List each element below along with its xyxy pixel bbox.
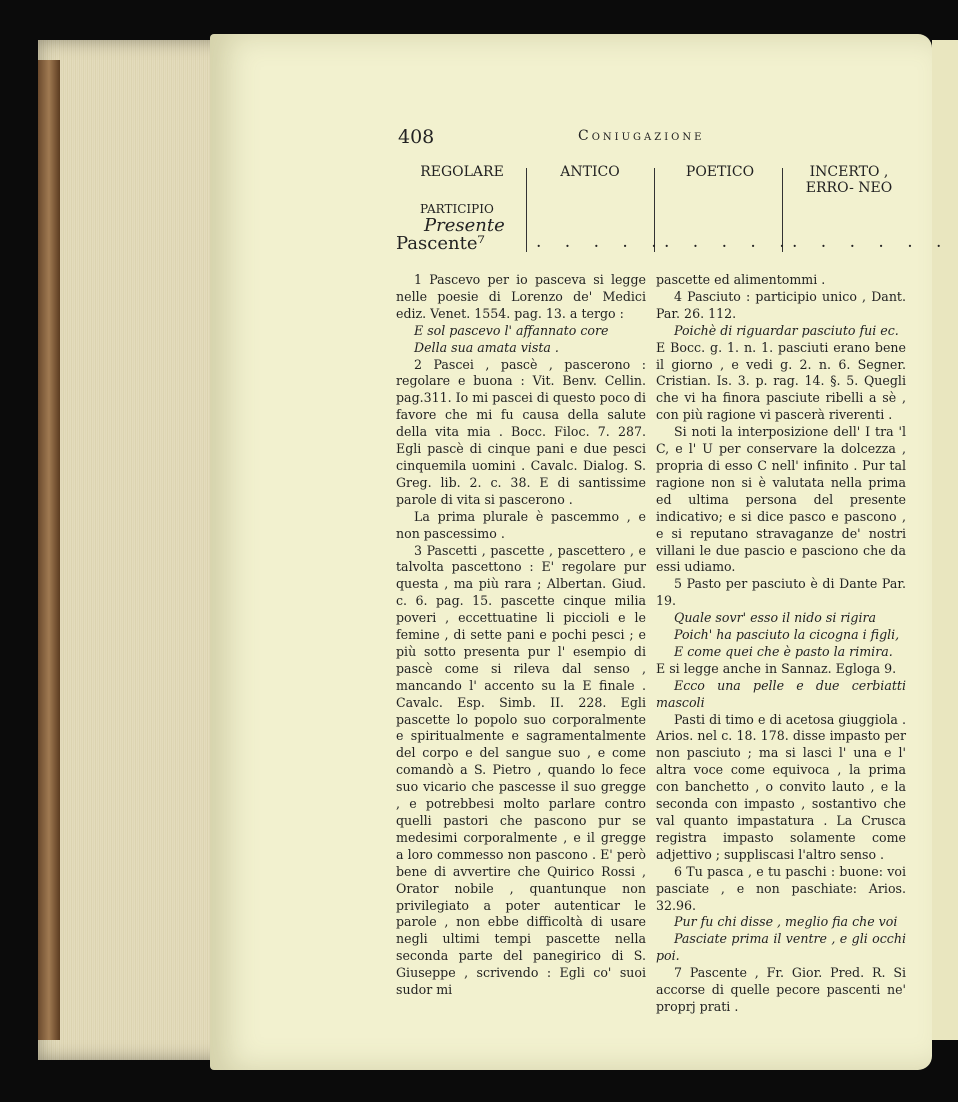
- verse-line: Pasciate prima il ventre , e gli occhi poi.: [656, 931, 906, 964]
- header-antico: ANTICO: [560, 164, 620, 180]
- running-title: Coniugazione: [578, 128, 705, 144]
- footnote-paragraph: Pasti di timo e di acetosa giuggiola . Arios. nel c. 18. 178. disse impasto per non pasciuto ; ma si lasci l' una e l' altra voce come equivoca , la prima con banchetto , o convito lauto , e la seconda con impasto , sostantivo che val quanto impastatura . La Crusca registra impasto solamente come adjettivo ; suppliscasi l'altro senso .: [656, 711, 906, 862]
- footnote-paragraph: E Bocc. g. 1. n. 1. pasciuti erano bene il giorno , e vedi g. 2. n. 6. Segner. Cristian. Is. 3. p. rag. 14. §. 5. Quegli che vi ha finora pasciute ribelli a sè , con più ragione vi pascerà riverenti .: [656, 339, 906, 423]
- header-regolare: REGOLARE: [420, 164, 504, 180]
- empty-cell-antico: . . . . .: [536, 232, 666, 252]
- verse-line: Quale sovr' esso il nido si rigira: [674, 610, 877, 626]
- verse-line: Della sua amata vista .: [414, 339, 559, 355]
- participle-label: PARTICIPIO: [420, 202, 494, 216]
- verse-line: Poich' ha pasciuto la cicogna i figli,: [674, 627, 900, 643]
- footnote-paragraph: 6 Tu pasca , e tu paschi : buone: voi pasciate , e non paschiate: Arios. 32.96.: [656, 863, 906, 913]
- verse-line: Poichè di riguardar pasciuto fui ec.: [674, 322, 899, 338]
- empty-cell-incerto: . . . . . .: [792, 232, 951, 252]
- footnote-paragraph: E si legge anche in Sannaz. Egloga 9.: [656, 660, 897, 676]
- verse-line: Ecco una pelle e due cerbiatti mascoli: [656, 677, 906, 710]
- footnote-paragraph: Si noti la interposizione dell' I tra 'l C, e l' U per conservare la dolcezza , propria di esso C nell' infinito . Pur tal ragione non si è valutata nella prima ed ultima persona del presente indicativo; e si dice pasco e pascono , e si reputano stravaganze de' nostri villani le due pascio e pasciono che da essi udiamo.: [656, 424, 906, 575]
- header-poetico: POETICO: [685, 164, 755, 180]
- footnote-paragraph: 1 Pascevo per io pasceva si legge nelle poesie di Lorenzo de' Medici ediz. Venet. 1554. pag. 13. a tergo :: [396, 272, 646, 321]
- verse-line: Pur fu chi disse , meglio fia che voi: [674, 914, 898, 930]
- participle-form: Pascente⁷: [396, 233, 485, 254]
- page-number: 408: [398, 126, 435, 148]
- footnote-paragraph: La prima plurale è pascemmo , e non pascessimo .: [396, 508, 646, 541]
- footnote-paragraph: 4 Pasciuto : participio unico , Dant. Par. 26. 112.: [656, 288, 906, 321]
- tense-label: Presente: [424, 215, 505, 236]
- header-incerto: INCERTO , ERRO- NEO: [805, 164, 893, 196]
- next-page-edge: [932, 40, 958, 1040]
- empty-cell-poetico: . . . . .: [664, 232, 794, 252]
- footnote-paragraph: pascette ed alimentommi .: [656, 272, 826, 287]
- verse-line: E come quei che è pasto la rimira.: [674, 643, 893, 659]
- verse-line: E sol pascevo l' affannato core: [414, 322, 609, 338]
- footnotes-right-column: [656, 272, 906, 1016]
- footnote-paragraph: 7 Pascente , Fr. Gior. Pred. R. Si accorse di quelle pecore pascenti ne' proprj prati .: [656, 965, 906, 1014]
- column-rule: [526, 168, 527, 252]
- footnote-paragraph: 5 Pasto per pasciuto è di Dante Par. 19.: [656, 576, 906, 609]
- book-spine: [38, 60, 60, 1040]
- footnote-paragraph: 2 Pascei , pascè , pascerono : regolare e buona : Vit. Benv. Cellin. pag.311. Io mi pascei di questo poco di favore che mi fu causa della salute della vita mia . Bocc. Filoc. 7. 287. Egli pascè di cinque pani e due pesci cinquemila uomini . Cavalc. Dialog. S. Greg. lib. 2. c. 38. E di santissime parole di vita si pascerono .: [396, 356, 646, 507]
- footnote-paragraph: 3 Pascetti , pascette , pascettero , e talvolta pascettono : E' regolare pur questa , ma più rara ; Albertan. Giud. c. 6. pag. 15. pascette cinque milia poveri , eccettuatine li piccioli e le femine , di sette pani e pochi pesci ; e più sotto presenta pur l' esempio di pascè come si rileva dal senso , mancando l' accento su la E finale . Cavalc. Esp. Simb. II. 228. Egli pascette lo popolo suo corporalmente e spiritualmente e sagramentalmente del corpo e del sangue suo , e come comandò a S. Pietro , quando lo fece suo vicario che pascesse il suo gregge , e potrebbesi molto parlare contro quelli pastori che pascono pur se medesimi corporalmente , e il gregge a loro commesso non pascono . E' però bene di avvertire che Quirico Rossi , Orator nobile , quantunque non privilegiato a poter autenticar le parole , non ebbe difficoltà di usare negli ultimi tempi pascette nella seconda parte del panegirico di S. Giuseppe , scrivendo : Egli co' suoi sudor mi: [396, 542, 646, 998]
- book-page-edges: [38, 40, 238, 1060]
- footnotes-left-column: [396, 272, 646, 999]
